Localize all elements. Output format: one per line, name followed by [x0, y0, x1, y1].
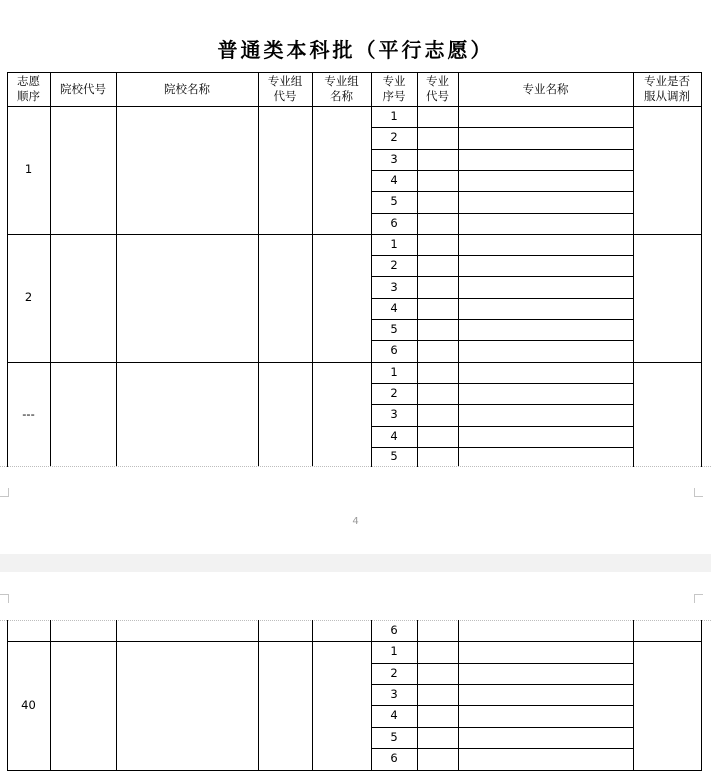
major-seq-cell: 6 [390, 623, 398, 638]
table-rule-horizontal [371, 705, 634, 706]
table-rule-vertical [50, 620, 51, 771]
table-rule-vertical [417, 72, 418, 467]
page-number: 4 [352, 516, 359, 527]
table-rule-vertical [371, 72, 372, 467]
table-rule-vertical [417, 620, 418, 771]
major-seq-cell: 5 [390, 729, 398, 744]
margin-corner-mark [0, 488, 9, 497]
table-rule-vertical [312, 620, 313, 771]
major-seq-cell: 5 [390, 322, 398, 337]
column-header: 志愿 顺序 [17, 74, 40, 103]
major-seq-cell: 2 [390, 130, 398, 145]
table-rule-horizontal [371, 426, 634, 427]
table-rule-horizontal [371, 727, 634, 728]
table-rule-horizontal [7, 72, 702, 73]
table-rule-horizontal [371, 404, 634, 405]
table-rule-horizontal [7, 234, 702, 235]
table-rule-horizontal [371, 213, 634, 214]
document-title: 普通类本科批（平行志愿） [217, 38, 494, 62]
major-seq-cell: 3 [390, 279, 398, 294]
major-seq-cell: 5 [390, 194, 398, 209]
table-rule-horizontal [371, 298, 634, 299]
table-rule-horizontal [371, 255, 634, 256]
document-page-2 [0, 572, 711, 773]
table-rule-vertical [312, 72, 313, 467]
major-seq-cell: 3 [390, 151, 398, 166]
table-rule-vertical [7, 72, 8, 467]
table-rule-horizontal [371, 684, 634, 685]
choice-order-cell: 1 [24, 162, 33, 177]
table-rule-vertical [633, 72, 634, 467]
column-header: 专业 代号 [426, 74, 449, 103]
column-header: 专业是否 服从调剂 [644, 74, 690, 103]
table-rule-horizontal [371, 127, 634, 128]
column-header: 院校代号 [60, 81, 106, 96]
choice-order-cell: 40 [21, 697, 36, 712]
volunteer-table-page-2 [0, 572, 711, 773]
major-seq-cell: 6 [390, 750, 398, 765]
major-seq-cell: 6 [390, 343, 398, 358]
choice-order-cell: 2 [24, 290, 33, 305]
table-rule-horizontal [371, 447, 634, 448]
major-seq-cell: 2 [390, 386, 398, 401]
table-rule-horizontal [371, 319, 634, 320]
major-seq-cell: 1 [390, 236, 398, 251]
table-rule-horizontal [371, 663, 634, 664]
table-rule-vertical [7, 620, 8, 771]
table-rule-vertical [701, 620, 702, 771]
table-rule-vertical [371, 620, 372, 771]
table-rule-horizontal [7, 106, 702, 107]
table-rule-vertical [701, 72, 702, 467]
table-rule-horizontal [371, 170, 634, 171]
table-rule-vertical [258, 620, 259, 771]
major-seq-cell: 4 [390, 300, 398, 315]
table-rule-vertical [258, 72, 259, 467]
column-header: 专业名称 [522, 81, 569, 96]
major-seq-cell: 1 [390, 109, 398, 124]
table-rule-horizontal [371, 276, 634, 277]
table-rule-vertical [50, 72, 51, 467]
table-rule-horizontal [7, 770, 702, 771]
table-rule-horizontal [7, 641, 702, 642]
table-rule-horizontal [371, 383, 634, 384]
table-rule-horizontal [371, 748, 634, 749]
table-rule-vertical [633, 620, 634, 771]
major-seq-cell: 5 [390, 449, 398, 464]
margin-corner-mark [694, 488, 703, 497]
major-seq-cell: 2 [390, 258, 398, 273]
table-rule-vertical [458, 72, 459, 467]
page-break-edge [0, 466, 711, 467]
table-rule-horizontal [371, 340, 634, 341]
major-seq-cell: 4 [390, 708, 398, 723]
column-header: 院校名称 [164, 81, 210, 96]
column-header: 专业组 名称 [324, 74, 359, 103]
major-seq-cell: 3 [390, 687, 398, 702]
major-seq-cell: 1 [390, 364, 398, 379]
choice-order-cell: --- [22, 406, 35, 421]
major-seq-cell: 6 [390, 215, 398, 230]
table-rule-horizontal [7, 362, 702, 363]
column-header: 专业 序号 [382, 74, 406, 103]
table-rule-horizontal [371, 191, 634, 192]
column-header: 专业组 代号 [267, 74, 303, 103]
table-rule-vertical [116, 620, 117, 771]
table-rule-vertical [458, 620, 459, 771]
table-rule-horizontal [371, 149, 634, 150]
major-seq-cell: 2 [390, 665, 398, 680]
table-rule-vertical [116, 72, 117, 467]
major-seq-cell: 4 [390, 428, 398, 443]
major-seq-cell: 1 [390, 644, 398, 659]
major-seq-cell: 3 [390, 407, 398, 422]
major-seq-cell: 4 [390, 173, 398, 188]
